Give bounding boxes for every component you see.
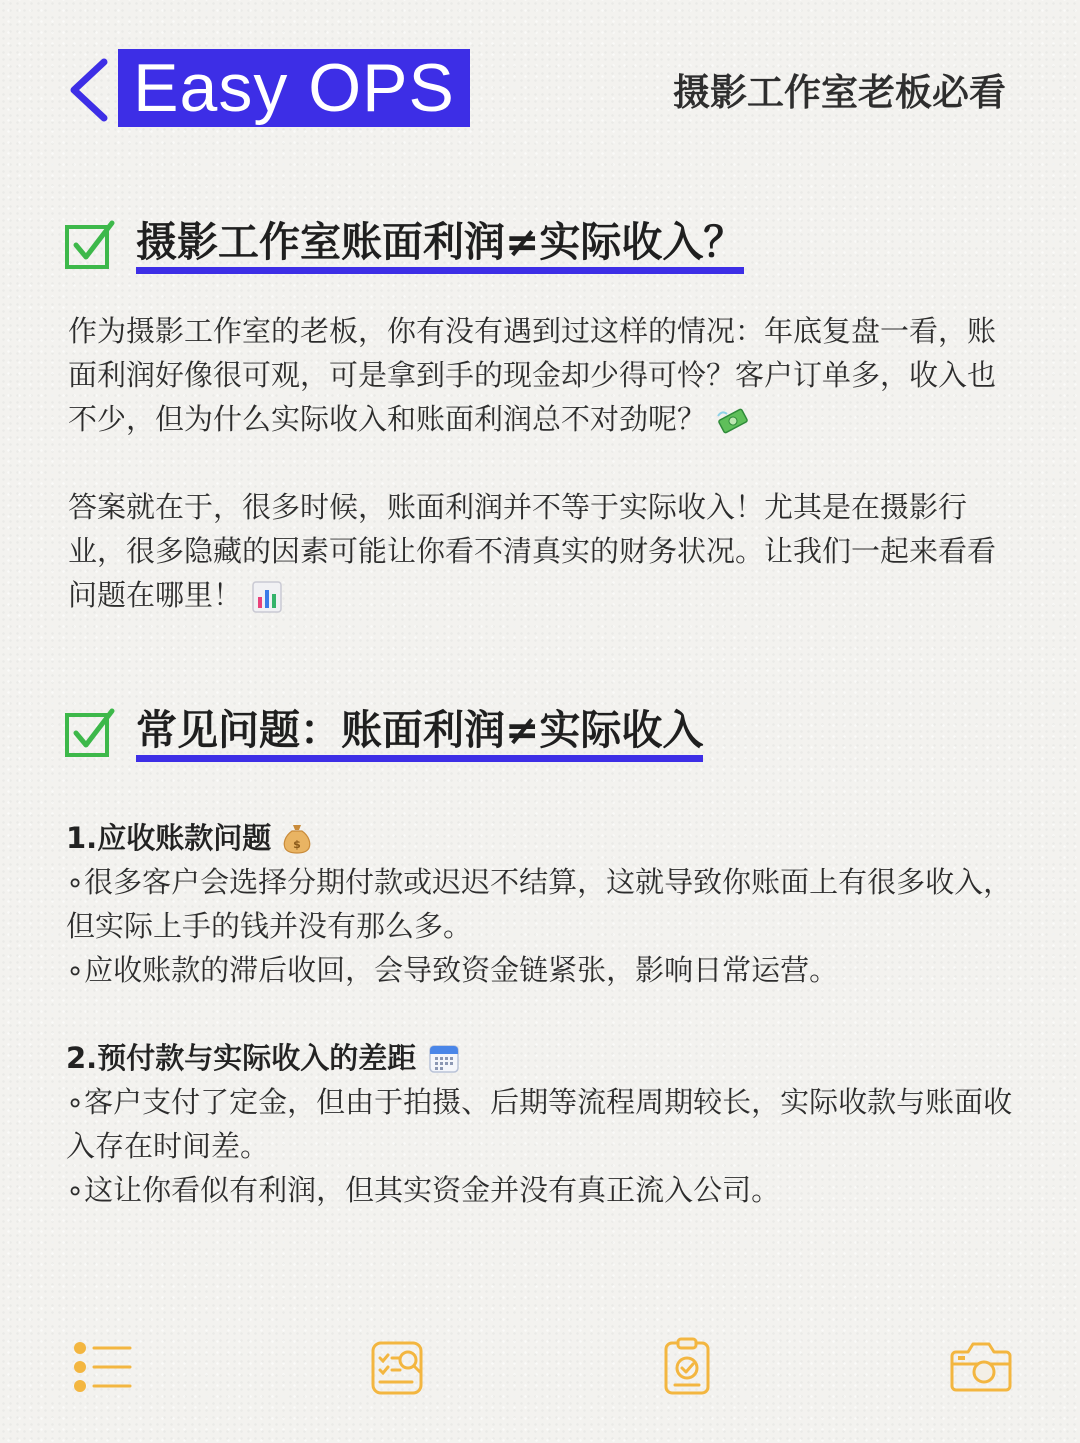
bar-chart-icon: [252, 581, 282, 613]
calendar-icon: [428, 1042, 460, 1074]
header-tagline: 摄影工作室老板必看: [673, 71, 1006, 114]
checkbox-checked-icon: [64, 706, 116, 758]
intro-paragraph: [68, 309, 1016, 441]
issue-item-point: ∘客户支付了定金，但由于拍摄、后期等流程周期较长，实际收款与账面收入存在时间差。: [66, 1085, 1013, 1163]
money-with-wings-icon: [716, 406, 750, 436]
svg-text:$: $: [293, 838, 302, 851]
chevron-left-icon[interactable]: [66, 58, 110, 122]
logo-text: Easy OPS: [133, 50, 455, 126]
list-icon[interactable]: [72, 1340, 134, 1394]
issue-item-point: ∘应收账款的滞后收回，会导致资金链紧张，影响日常运营。: [66, 953, 839, 987]
checkbox-checked-icon: [64, 218, 116, 270]
section2-heading: [64, 706, 703, 758]
issue-item-title-text: 1.应收账款问题: [66, 821, 272, 855]
section1-heading: [64, 218, 744, 270]
intro-paragraph-text: 作为摄影工作室的老板，你有没有遇到过这样的情况：年底复盘一看，账面利润好像很可观，可是拿到手的现金却少得可怜？客户订单多，收入也不少，但为什么实际收入和账面利润总不对劲呢？: [68, 314, 997, 436]
issue-item-title: [66, 1036, 1016, 1080]
issue-item-point: ∘这让你看似有利润，但其实资金并没有真正流入公司。: [66, 1173, 781, 1207]
logo: [118, 49, 470, 127]
money-bag-icon: [283, 822, 311, 854]
answer-paragraph: [68, 485, 1016, 617]
issue-item-receivables: [66, 816, 1016, 992]
checklist-search-icon[interactable]: [370, 1340, 426, 1396]
clipboard-check-icon[interactable]: [663, 1336, 711, 1396]
answer-paragraph-text: 答案就在于，很多时候，账面利润并不等于实际收入！尤其是在摄影行业，很多隐藏的因素可能让你看不清真实的财务状况。让我们一起来看看问题在哪里！: [68, 490, 997, 612]
camera-icon[interactable]: [950, 1340, 1012, 1392]
section2-heading-text: 常见问题：账面利润≠实际收入: [136, 706, 704, 755]
issue-item-point: ∘很多客户会选择分期付款或迟迟不结算，这就导致你账面上有很多收入，但实际上手的钱并没有那么多。: [66, 865, 1013, 943]
issue-item-title: [66, 816, 1016, 860]
issue-item-prepayment: [66, 1036, 1016, 1212]
issue-item-title-text: 2.预付款与实际收入的差距: [66, 1041, 417, 1075]
section1-heading-text: 摄影工作室账面利润≠实际收入？: [136, 218, 745, 267]
